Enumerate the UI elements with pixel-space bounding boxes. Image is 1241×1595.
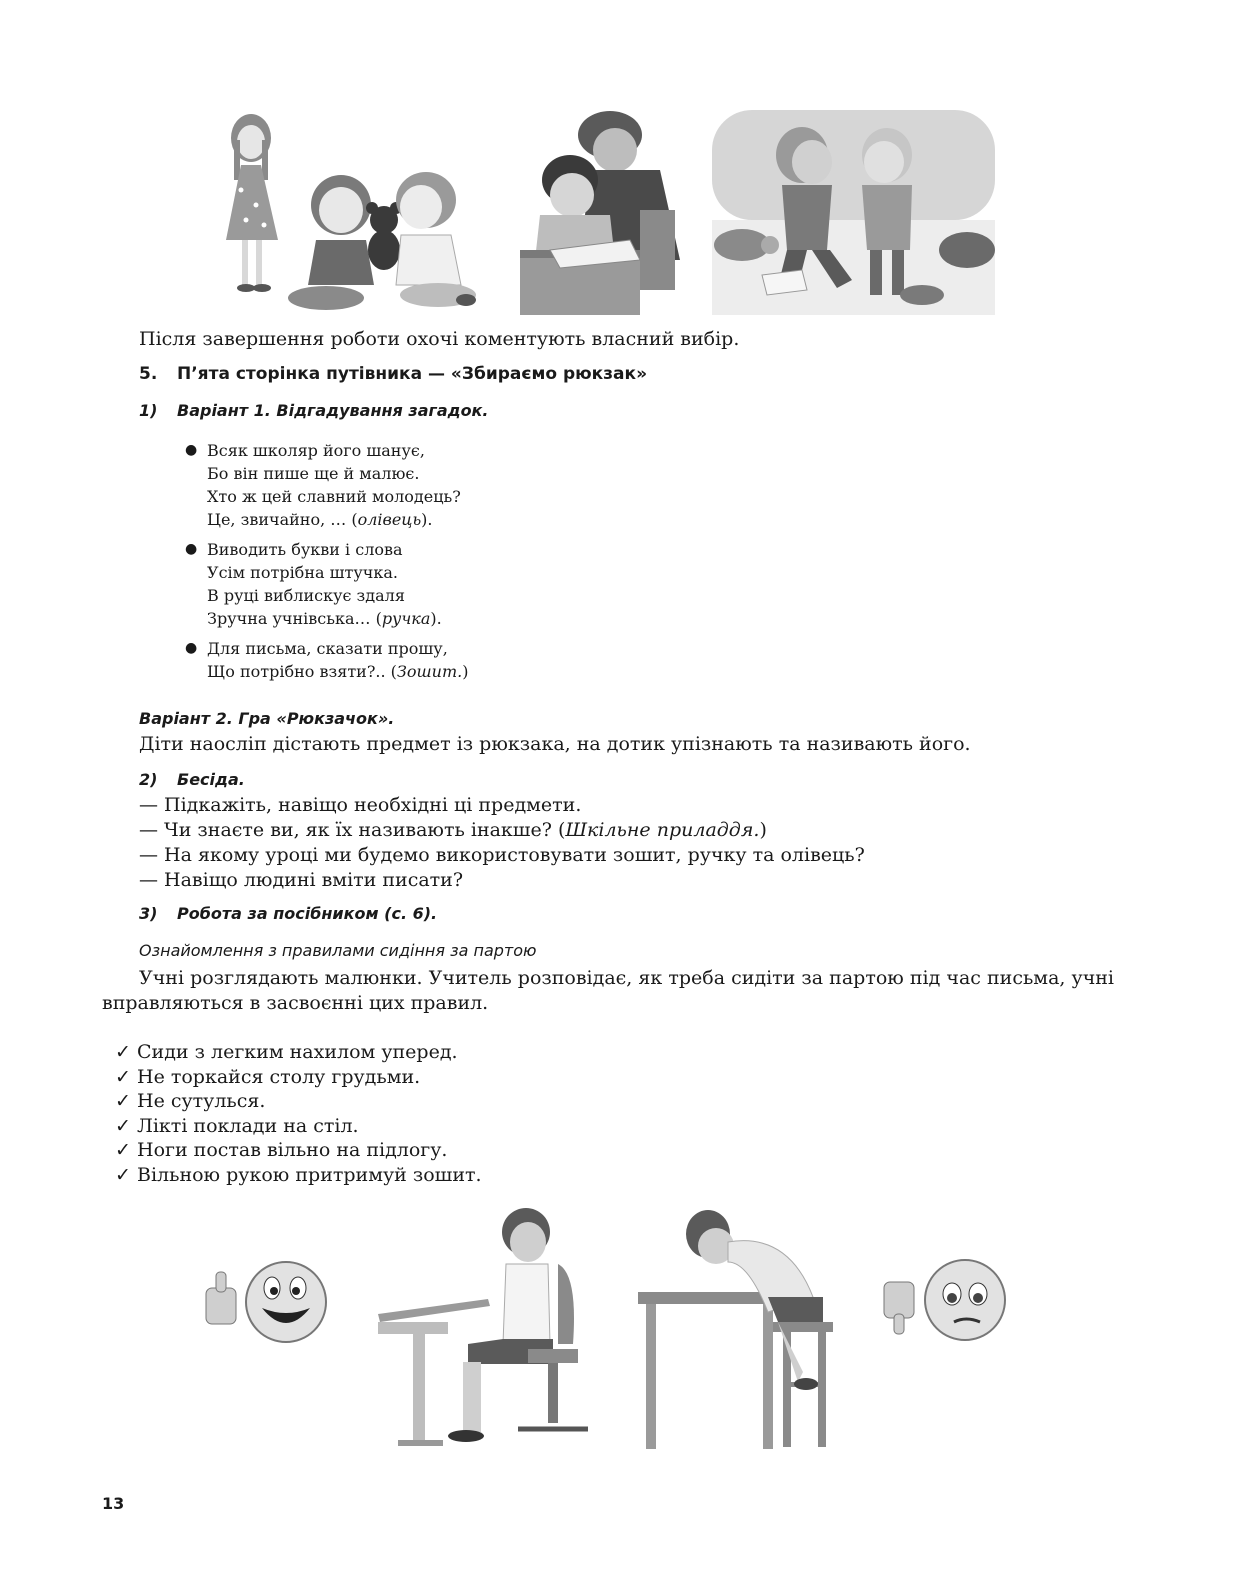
conversation-questions: [139, 793, 865, 893]
rules-intro-line-2: вправляються в засвоєнні цих правил.: [102, 992, 489, 1014]
check-icon: ✓: [115, 1163, 131, 1186]
rules-checklist: [115, 1040, 482, 1187]
page-number: 13: [102, 1494, 125, 1513]
riddle-line: В руці виблискує здаля: [207, 586, 405, 605]
workbook-number: 3): [139, 904, 158, 923]
rules-subtitle: Ознайомлення з правилами сидіння за партою: [139, 941, 537, 960]
boy-sitting-correctly-illustration: [378, 1204, 623, 1452]
section-5-title: П’ята сторінка путівника — «Збираємо рюкзак»: [177, 364, 648, 384]
question-4: — Навіщо людині вміти писати?: [139, 869, 464, 891]
rule-item: ✓ Вільною рукою притримуй зошит.: [115, 1163, 482, 1186]
riddle-3: [185, 637, 469, 683]
riddle-answer: олівець: [357, 510, 422, 529]
rule-item: ✓ Не торкайся столу грудьми.: [115, 1065, 421, 1088]
thumbs-down-smiley-icon: [880, 1256, 1010, 1346]
girls-with-teddy-bear-illustration: [216, 110, 482, 315]
riddle-line: Хто ж цей славний молодець?: [207, 487, 461, 506]
conversation-heading: [139, 770, 245, 789]
variant-1-number: 1): [139, 401, 158, 420]
rule-item: ✓ Лікті поклади на стіл.: [115, 1114, 359, 1137]
riddle-line: Бо він пише ще й малює.: [207, 464, 420, 483]
riddle-line: Всяк школяр його шанує,: [207, 441, 425, 460]
rules-intro: [102, 966, 1114, 1016]
riddle-line: Виводить букви і слова: [207, 540, 403, 559]
check-icon: ✓: [115, 1041, 131, 1063]
thumbs-up-smiley-icon: [204, 1258, 330, 1348]
bullet-icon: ●: [185, 541, 198, 557]
riddle-answer: ручка: [381, 609, 431, 628]
rule-item: ✓ Ноги постав вільно на підлогу.: [115, 1139, 448, 1161]
variant-1-heading: [139, 401, 489, 420]
conversation-title: Бесіда.: [177, 770, 245, 789]
riddle-last-line: Це, звичайно, … (олівець).: [207, 510, 433, 529]
riddle-last-line: Що потрібно взяти?.. (Зошит.): [207, 662, 469, 681]
section-5-number: 5.: [139, 364, 158, 384]
riddle-2: [185, 538, 442, 630]
check-icon: ✓: [115, 1114, 131, 1137]
boy-helping-girl-at-desk-illustration: [520, 110, 688, 315]
conversation-number: 2): [139, 770, 158, 789]
question-2: — Чи знаєте ви, як їх називають інакше? (Шкільне приладдя.): [139, 819, 767, 841]
workbook-heading: [139, 904, 437, 923]
riddle-last-line: Зручна учнівська… (ручка).: [207, 609, 442, 628]
riddle-1: [185, 439, 461, 531]
workbook-title: Робота за посібником (с. 6).: [177, 904, 438, 923]
variant-2-title: Варіант 2. Гра «Рюкзачок».: [139, 709, 395, 728]
riddle-line: Усім потрібна штучка.: [207, 563, 398, 582]
boys-fighting-illustration: [712, 110, 995, 315]
check-icon: ✓: [115, 1139, 131, 1161]
after-pictures-text: Після завершення роботи охочі коментують власний вибір.: [139, 328, 740, 350]
question-3: — На якому уроці ми будемо використовувати зошит, ручку та олівець?: [139, 844, 865, 866]
bullet-icon: ●: [185, 442, 198, 458]
rule-item: ✓ Не сутулься.: [115, 1090, 266, 1112]
question-1: — Підкажіть, навіщо необхідні ці предмети.: [139, 794, 582, 816]
check-icon: ✓: [115, 1090, 131, 1112]
rules-intro-line-1: Учні розглядають малюнки. Учитель розповідає, як треба сидіти за партою під час письма, учні: [139, 967, 1114, 989]
section-5-heading: [139, 364, 647, 384]
bullet-icon: ●: [185, 640, 198, 656]
check-icon: ✓: [115, 1065, 131, 1088]
boy-slouching-illustration: [638, 1202, 850, 1452]
riddle-answer: Зошит.: [396, 662, 463, 681]
riddle-line: Для письма, сказати прошу,: [207, 639, 448, 658]
variant-1-title: Варіант 1. Відгадування загадок.: [177, 401, 489, 420]
variant-2-text: Діти наосліп дістають предмет із рюкзака, на дотик упізнають та називають його.: [139, 733, 971, 755]
rule-item: ✓ Сиди з легким нахилом уперед.: [115, 1041, 458, 1063]
